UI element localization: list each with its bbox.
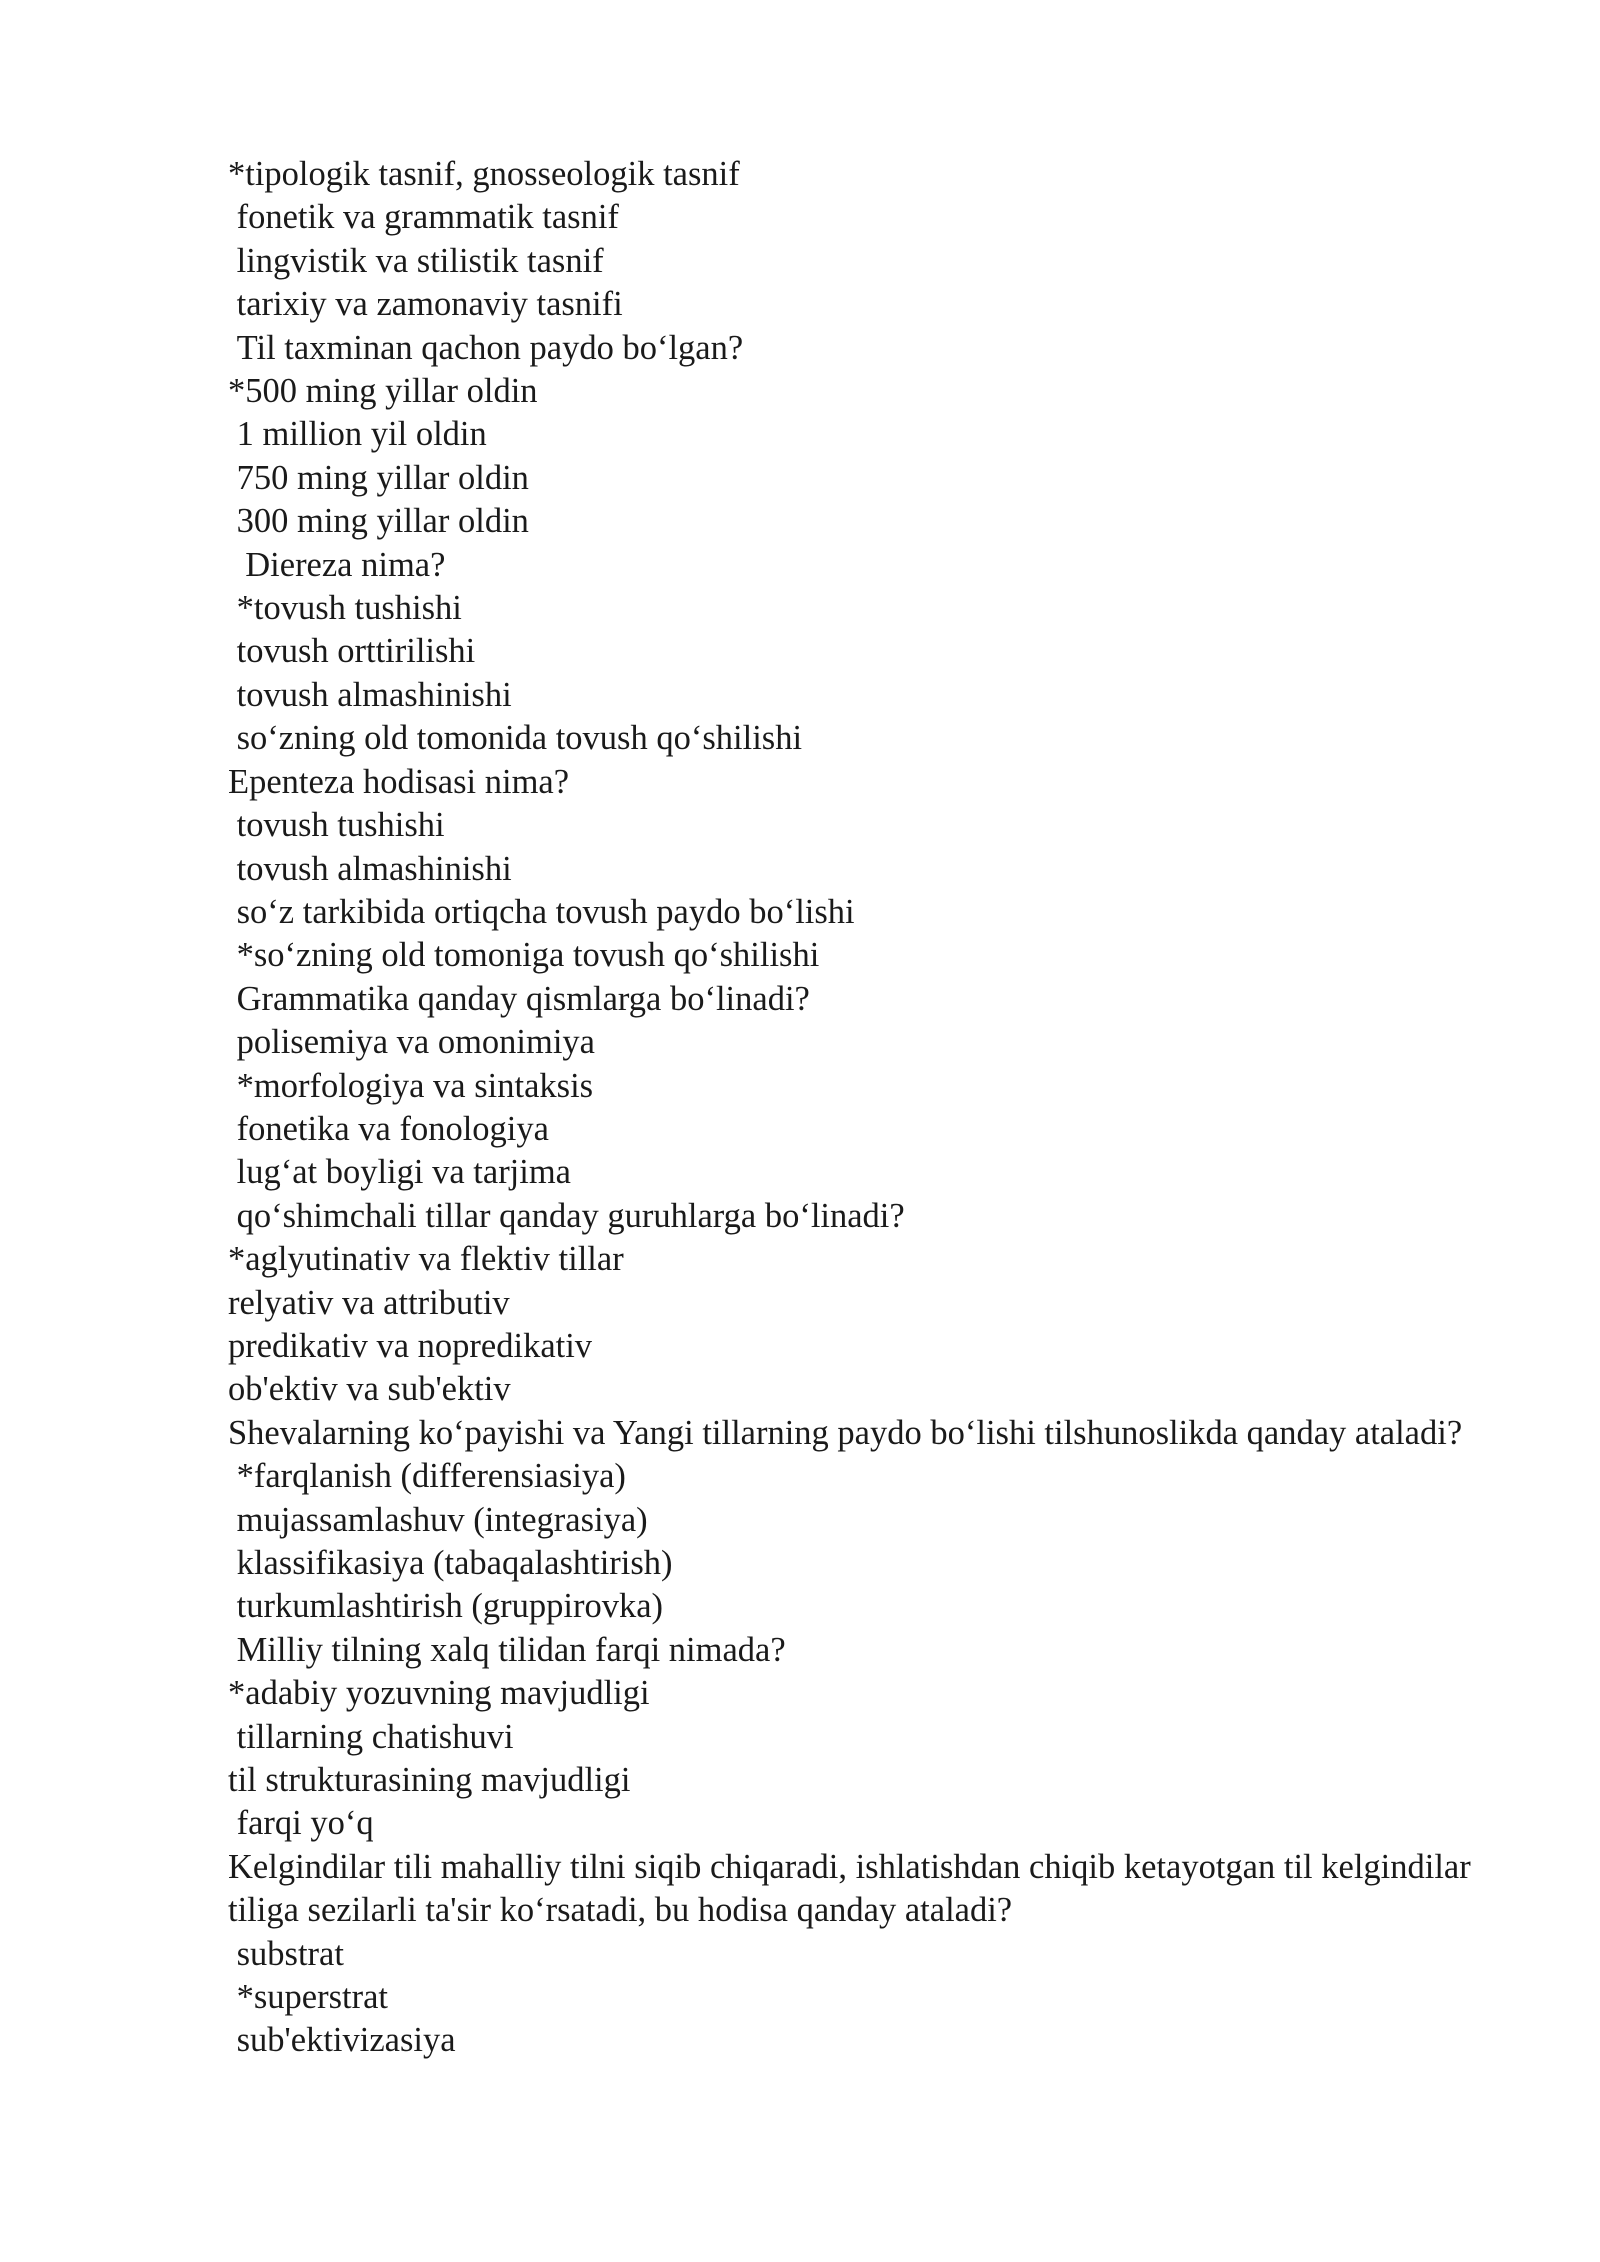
text-line: relyativ va attributiv bbox=[228, 1283, 510, 1322]
text-line: Diereza nima? bbox=[228, 545, 446, 584]
text-line: lingvistik va stilistik tasnif bbox=[228, 241, 604, 280]
text-line: *adabiy yozuvning mavjudligi bbox=[228, 1674, 650, 1713]
text-line: farqi yo‘q bbox=[228, 1804, 374, 1843]
text-line: Epenteza hodisasi nima? bbox=[228, 762, 570, 801]
text-line: tovush orttirilishi bbox=[228, 632, 476, 671]
text-line: *500 ming yillar oldin bbox=[228, 372, 538, 411]
text-line: fonetik va grammatik tasnif bbox=[228, 198, 619, 237]
text-line: *morfologiya va sintaksis bbox=[228, 1066, 594, 1105]
text-line: Kelgindilar tili mahalliy tilni siqib chiqaradi, ishlatishdan chiqib ketayotgan til kelgindilar tiliga sezilarli ta'sir ko‘rsatadi, bu hodisa qanday ataladi? bbox=[228, 1847, 1480, 1930]
text-line: til strukturasining mavjudligi bbox=[228, 1761, 631, 1800]
text-line: lug‘at boyligi va tarjima bbox=[228, 1153, 571, 1192]
text-line: Til taxminan qachon paydo bo‘lgan? bbox=[228, 328, 744, 367]
text-line: *tovush tushishi bbox=[228, 589, 462, 628]
text-line: polisemiya va omonimiya bbox=[228, 1023, 595, 1062]
text-line: 300 ming yillar oldin bbox=[228, 502, 529, 541]
text-line: Milliy tilning xalq tilidan farqi nimada? bbox=[228, 1630, 786, 1669]
text-line: sub'ektivizasiya bbox=[228, 2021, 456, 2060]
text-line: ob'ektiv va sub'ektiv bbox=[228, 1370, 511, 1409]
text-line: tovush tushishi bbox=[228, 806, 445, 845]
text-line: tarixiy va zamonaviy tasnifi bbox=[228, 285, 623, 324]
text-line: tovush almashinishi bbox=[228, 675, 512, 714]
text-line: predikativ va nopredikativ bbox=[228, 1326, 593, 1365]
text-line: 750 ming yillar oldin bbox=[228, 458, 529, 497]
text-line: turkumlashtirish (gruppirovka) bbox=[228, 1587, 664, 1626]
text-line: fonetika va fonologiya bbox=[228, 1109, 549, 1148]
text-line: Shevalarning ko‘payishi va Yangi tillarning paydo bo‘lishi tilshunoslikda qanday ataladi? bbox=[228, 1413, 1463, 1452]
text-line: tovush almashinishi bbox=[228, 849, 512, 888]
text-line: *superstrat bbox=[228, 1978, 389, 2017]
text-line: mujassamlashuv (integrasiya) bbox=[228, 1500, 648, 1539]
text-line: 1 million yil oldin bbox=[228, 415, 487, 454]
text-line: so‘zning old tomonida tovush qo‘shilishi bbox=[228, 719, 803, 758]
text-line: tillarning chatishuvi bbox=[228, 1717, 514, 1756]
text-line: *aglyutinativ va flektiv tillar bbox=[228, 1240, 624, 1279]
text-line: *farqlanish (differensiasiya) bbox=[228, 1457, 626, 1496]
text-line: *tipologik tasnif, gnosseologik tasnif bbox=[228, 155, 740, 193]
document-text bbox=[228, 153, 1478, 2063]
text-line: so‘z tarkibida ortiqcha tovush paydo bo‘lishi bbox=[228, 892, 855, 931]
text-line: Grammatika qanday qismlarga bo‘linadi? bbox=[228, 979, 810, 1018]
text-line: *so‘zning old tomoniga tovush qo‘shilishi bbox=[228, 936, 820, 975]
text-line: klassifikasiya (tabaqalashtirish) bbox=[228, 1544, 673, 1582]
text-line: substrat bbox=[228, 1934, 344, 1973]
text-line: qo‘shimchali tillar qanday guruhlarga bo‘linadi? bbox=[228, 1196, 905, 1235]
